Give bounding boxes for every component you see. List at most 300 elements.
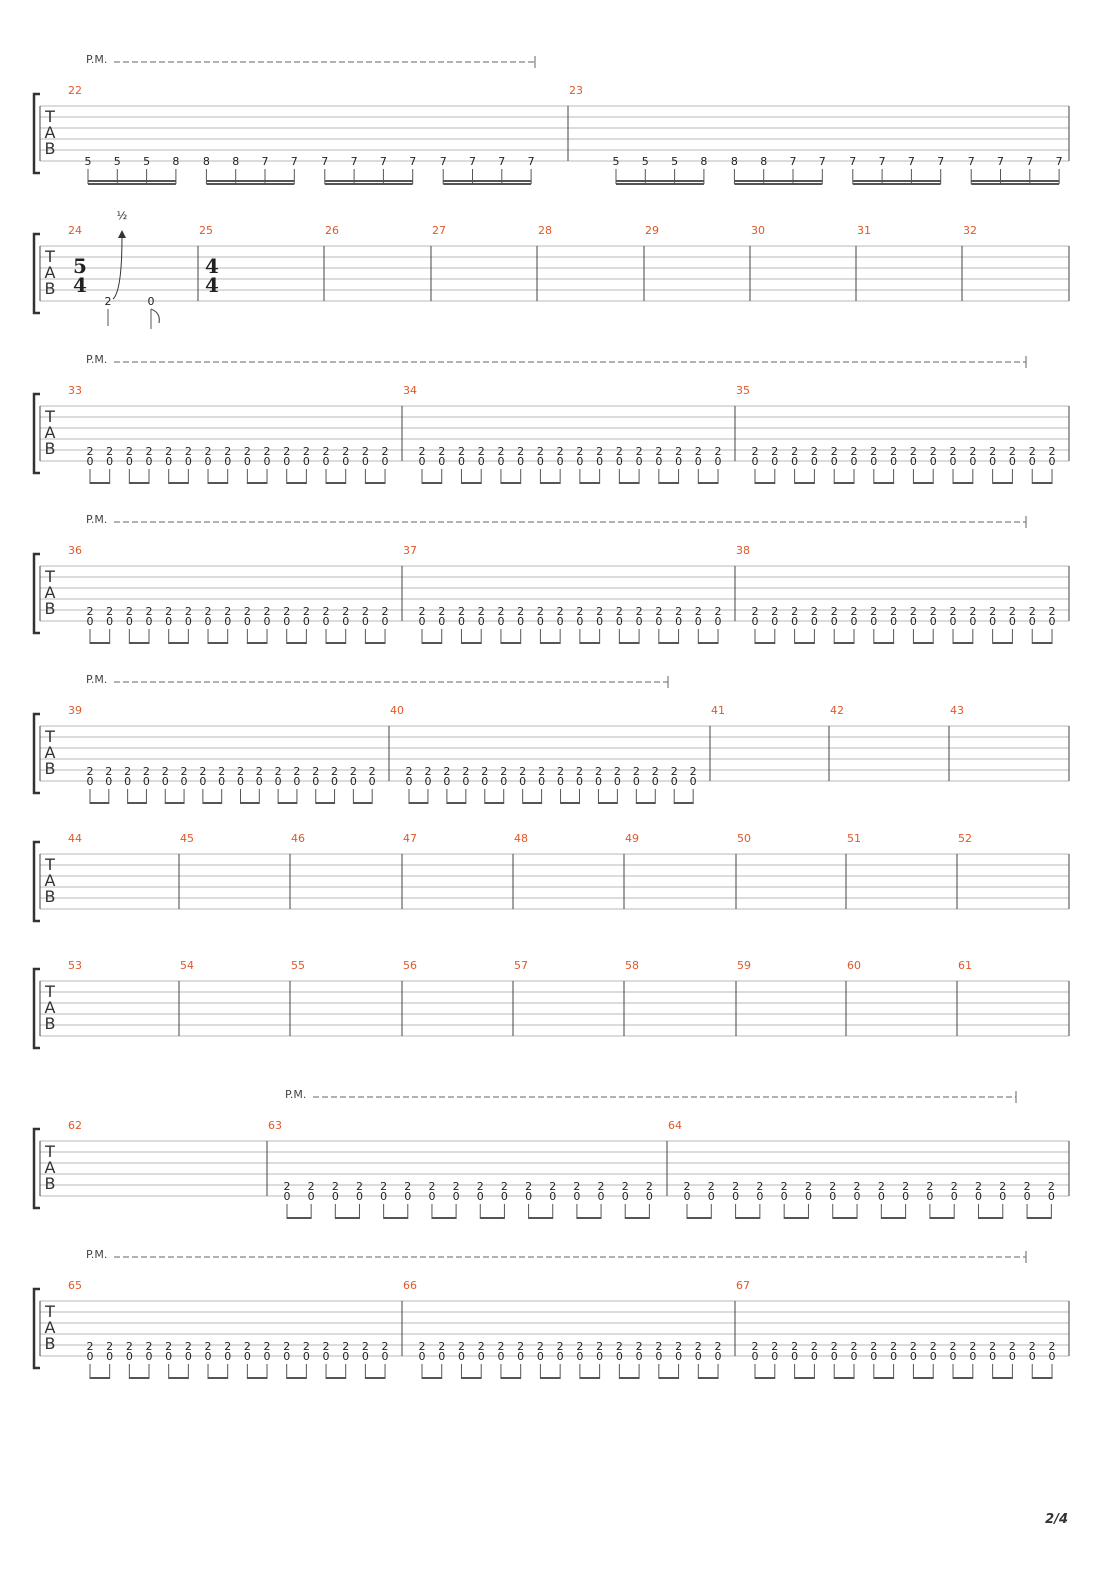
fret-number: 2 bbox=[243, 605, 251, 618]
measure-number: 34 bbox=[403, 384, 417, 397]
fret-number: 2 bbox=[670, 765, 678, 778]
fret-number: 0 bbox=[557, 775, 565, 788]
fret-number: 2 bbox=[655, 445, 663, 458]
staff-bracket bbox=[34, 554, 40, 633]
fret-number: 8 bbox=[760, 155, 768, 168]
measure-number: 22 bbox=[68, 84, 82, 97]
fret-number: 2 bbox=[477, 605, 485, 618]
fret-number: 2 bbox=[405, 765, 413, 778]
fret-number: 0 bbox=[124, 775, 132, 788]
fret-number: 2 bbox=[714, 605, 722, 618]
fret-number: 2 bbox=[106, 605, 114, 618]
fret-number: 0 bbox=[184, 615, 192, 628]
fret-number: 2 bbox=[969, 1340, 977, 1353]
staff-system bbox=[34, 1088, 1069, 1219]
fret-number: 8 bbox=[202, 155, 210, 168]
fret-number: 2 bbox=[125, 1340, 133, 1353]
fret-number: 0 bbox=[655, 455, 663, 468]
fret-number: 0 bbox=[655, 615, 663, 628]
staff-bracket bbox=[34, 94, 40, 173]
fret-number: 2 bbox=[536, 1340, 544, 1353]
staff-bracket bbox=[34, 1289, 40, 1368]
fret-number: 2 bbox=[1048, 605, 1056, 618]
fret-number: 0 bbox=[751, 1350, 759, 1363]
fret-number: 2 bbox=[596, 605, 604, 618]
fret-number: 0 bbox=[810, 1350, 818, 1363]
tab-clef-letter: T bbox=[45, 727, 55, 746]
time-signature-top: 4 bbox=[205, 254, 219, 278]
fret-number: 0 bbox=[556, 455, 564, 468]
fret-number: 0 bbox=[969, 455, 977, 468]
fret-number: 0 bbox=[106, 1350, 114, 1363]
tab-clef-letter: T bbox=[45, 247, 55, 266]
fret-number: 2 bbox=[519, 765, 527, 778]
fret-number: 2 bbox=[989, 1340, 997, 1353]
tab-clef-letter: A bbox=[44, 583, 56, 602]
fret-number: 2 bbox=[621, 1180, 629, 1193]
fret-number: 2 bbox=[517, 605, 525, 618]
measure-number: 38 bbox=[736, 544, 750, 557]
measure-number: 37 bbox=[403, 544, 417, 557]
measure-number: 55 bbox=[291, 959, 305, 972]
fret-number: 2 bbox=[184, 445, 192, 458]
fret-number: 0 bbox=[342, 1350, 350, 1363]
fret-number: 2 bbox=[283, 605, 291, 618]
fret-number: 2 bbox=[890, 445, 898, 458]
fret-number: 0 bbox=[929, 1350, 937, 1363]
fret-number: 2 bbox=[481, 765, 489, 778]
fret-number: 0 bbox=[989, 455, 997, 468]
fret-number: 2 bbox=[106, 1340, 114, 1353]
fret-number: 2 bbox=[538, 765, 546, 778]
fret-number: 0 bbox=[236, 775, 244, 788]
fret-number: 0 bbox=[830, 1350, 838, 1363]
fret-number: 2 bbox=[517, 1340, 525, 1353]
fret-number: 0 bbox=[573, 1190, 581, 1203]
fret-number: 2 bbox=[949, 605, 957, 618]
fret-number: 0 bbox=[1008, 615, 1016, 628]
fret-number: 2 bbox=[536, 445, 544, 458]
fret-number: 0 bbox=[381, 1350, 389, 1363]
fret-number: 2 bbox=[890, 1340, 898, 1353]
fret-number: 0 bbox=[312, 775, 320, 788]
fret-number: 2 bbox=[342, 1340, 350, 1353]
fret-number: 0 bbox=[1008, 1350, 1016, 1363]
fret-number: 0 bbox=[481, 775, 489, 788]
fret-number: 2 bbox=[615, 1340, 623, 1353]
fret-number: 0 bbox=[870, 1350, 878, 1363]
measure-number: 46 bbox=[291, 832, 305, 845]
fret-number: 2 bbox=[850, 445, 858, 458]
tab-clef-letter: B bbox=[44, 1014, 56, 1033]
fret-number: 0 bbox=[683, 1190, 691, 1203]
fret-number: 0 bbox=[517, 1350, 525, 1363]
fret-number: 2 bbox=[497, 445, 505, 458]
fret-number: 2 bbox=[830, 445, 838, 458]
fret-number: 2 bbox=[929, 1340, 937, 1353]
fret-number: 0 bbox=[283, 1190, 291, 1203]
fret-number: 2 bbox=[452, 1180, 460, 1193]
fret-number: 2 bbox=[438, 445, 446, 458]
fret-number: 2 bbox=[1008, 1340, 1016, 1353]
tab-clef-letter: A bbox=[44, 263, 56, 282]
fret-number: 2 bbox=[263, 445, 271, 458]
fret-number: 0 bbox=[204, 1350, 212, 1363]
fret-number: 2 bbox=[302, 445, 310, 458]
fret-number: 2 bbox=[810, 1340, 818, 1353]
fret-number: 0 bbox=[536, 455, 544, 468]
fret-number: 2 bbox=[949, 445, 957, 458]
fret-number: 2 bbox=[615, 445, 623, 458]
fret-number: 0 bbox=[145, 455, 153, 468]
palm-mute-label: P.M. bbox=[86, 1248, 108, 1261]
fret-number: 0 bbox=[293, 775, 301, 788]
tab-clef-letter: T bbox=[45, 982, 55, 1001]
fret-number: 0 bbox=[165, 1350, 173, 1363]
fret-number: 2 bbox=[293, 765, 301, 778]
fret-number: 2 bbox=[361, 605, 369, 618]
fret-number: 0 bbox=[594, 775, 602, 788]
fret-number: 2 bbox=[635, 605, 643, 618]
fret-number: 2 bbox=[926, 1180, 934, 1193]
tab-clef-letter: A bbox=[44, 998, 56, 1017]
palm-mute-label: P.M. bbox=[86, 673, 108, 686]
fret-number: 2 bbox=[771, 1340, 779, 1353]
fret-number: 2 bbox=[732, 1180, 740, 1193]
fret-number: 0 bbox=[675, 615, 683, 628]
fret-number: 2 bbox=[218, 765, 226, 778]
fret-number: 2 bbox=[909, 445, 917, 458]
tab-clef-letter: B bbox=[44, 1174, 56, 1193]
fret-number: 2 bbox=[424, 765, 432, 778]
time-signature-bottom: 4 bbox=[205, 273, 219, 297]
fret-number: 0 bbox=[902, 1190, 910, 1203]
measure-number: 59 bbox=[737, 959, 751, 972]
fret-number: 0 bbox=[830, 455, 838, 468]
fret-number: 2 bbox=[457, 445, 465, 458]
fret-number: 2 bbox=[556, 1340, 564, 1353]
fret-number: 7 bbox=[789, 155, 797, 168]
fret-number: 0 bbox=[106, 455, 114, 468]
fret-number: 2 bbox=[810, 605, 818, 618]
fret-number: 0 bbox=[381, 615, 389, 628]
fret-number: 2 bbox=[853, 1180, 861, 1193]
fret-number: 0 bbox=[615, 1350, 623, 1363]
fret-number: 0 bbox=[1028, 615, 1036, 628]
fret-number: 0 bbox=[694, 1350, 702, 1363]
fret-number: 2 bbox=[615, 605, 623, 618]
fret-number: 2 bbox=[707, 1180, 715, 1193]
fret-number: 0 bbox=[355, 1190, 363, 1203]
fret-number: 2 bbox=[180, 765, 188, 778]
fret-number: 0 bbox=[632, 775, 640, 788]
fret-number: 2 bbox=[418, 1340, 426, 1353]
fret-number: 2 bbox=[675, 445, 683, 458]
staff-bracket bbox=[34, 234, 40, 313]
measure-number: 49 bbox=[625, 832, 639, 845]
fret-number: 2 bbox=[497, 605, 505, 618]
fret-number: 0 bbox=[804, 1190, 812, 1203]
fret-number: 0 bbox=[675, 1350, 683, 1363]
fret-number: 0 bbox=[418, 1350, 426, 1363]
time-signature-top: 5 bbox=[73, 254, 87, 278]
fret-number: 2 bbox=[830, 1340, 838, 1353]
fret-number: 2 bbox=[557, 765, 565, 778]
fret-number: 0 bbox=[263, 455, 271, 468]
measure-number: 64 bbox=[668, 1119, 682, 1132]
fret-number: 0 bbox=[145, 615, 153, 628]
fret-number: 0 bbox=[791, 1350, 799, 1363]
fret-number: 0 bbox=[732, 1190, 740, 1203]
fret-number: 0 bbox=[850, 615, 858, 628]
fret-number: 0 bbox=[86, 615, 94, 628]
fret-number: 7 bbox=[1055, 155, 1063, 168]
fret-number: 0 bbox=[670, 775, 678, 788]
fret-number: 7 bbox=[261, 155, 269, 168]
fret-number: 0 bbox=[576, 455, 584, 468]
fret-number: 0 bbox=[86, 455, 94, 468]
fret-number: 2 bbox=[645, 1180, 653, 1193]
fret-number: 2 bbox=[909, 605, 917, 618]
fret-number: 2 bbox=[165, 445, 173, 458]
fret-number: 0 bbox=[949, 455, 957, 468]
fret-number: 2 bbox=[576, 605, 584, 618]
fret-number: 2 bbox=[536, 605, 544, 618]
palm-mute-label: P.M. bbox=[86, 53, 108, 66]
fret-number: 0 bbox=[1047, 1190, 1055, 1203]
fret-number: 7 bbox=[350, 155, 358, 168]
fret-number: 0 bbox=[302, 615, 310, 628]
fret-number: 2 bbox=[418, 605, 426, 618]
fret-number: 0 bbox=[307, 1190, 315, 1203]
fret-number: 8 bbox=[172, 155, 180, 168]
fret-number: 0 bbox=[635, 615, 643, 628]
fret-number: 7 bbox=[379, 155, 387, 168]
fret-number: 0 bbox=[1048, 455, 1056, 468]
fret-number: 2 bbox=[635, 445, 643, 458]
fret-number: 2 bbox=[307, 1180, 315, 1193]
fret-number: 2 bbox=[870, 1340, 878, 1353]
measure-number: 32 bbox=[963, 224, 977, 237]
measure-number: 29 bbox=[645, 224, 659, 237]
fret-number: 2 bbox=[791, 1340, 799, 1353]
fret-number: 0 bbox=[810, 455, 818, 468]
fret-number: 0 bbox=[810, 615, 818, 628]
palm-mute-label: P.M. bbox=[86, 353, 108, 366]
measure-number: 24 bbox=[68, 224, 82, 237]
fret-number: 0 bbox=[926, 1190, 934, 1203]
fret-number: 7 bbox=[878, 155, 886, 168]
fret-number: 2 bbox=[694, 445, 702, 458]
measure-number: 43 bbox=[950, 704, 964, 717]
fret-number: 0 bbox=[86, 1350, 94, 1363]
fret-number: 2 bbox=[86, 605, 94, 618]
fret-number: 2 bbox=[274, 765, 282, 778]
fret-number: 0 bbox=[283, 455, 291, 468]
fret-number: 2 bbox=[780, 1180, 788, 1193]
fret-number: 2 bbox=[575, 765, 583, 778]
fret-number: 0 bbox=[791, 455, 799, 468]
fret-number: 2 bbox=[576, 1340, 584, 1353]
fret-number: 0 bbox=[457, 615, 465, 628]
fret-number: 0 bbox=[302, 455, 310, 468]
measure-number: 62 bbox=[68, 1119, 82, 1132]
fret-number: 2 bbox=[756, 1180, 764, 1193]
fret-number: 2 bbox=[877, 1180, 885, 1193]
fret-number: 2 bbox=[331, 765, 339, 778]
fret-number: 7 bbox=[290, 155, 298, 168]
fret-number: 2 bbox=[771, 445, 779, 458]
fret-number: 0 bbox=[519, 775, 527, 788]
fret-number: 0 bbox=[86, 775, 94, 788]
fret-number: 2 bbox=[184, 1340, 192, 1353]
fret-number: 0 bbox=[694, 455, 702, 468]
fret-number: 0 bbox=[125, 1350, 133, 1363]
fret-number: 0 bbox=[1008, 455, 1016, 468]
fret-number: 0 bbox=[999, 1190, 1007, 1203]
measure-number: 63 bbox=[268, 1119, 282, 1132]
measure-number: 57 bbox=[514, 959, 528, 972]
fret-number: 0 bbox=[575, 775, 583, 788]
fret-number: 2 bbox=[457, 1340, 465, 1353]
fret-number: 2 bbox=[791, 445, 799, 458]
fret-number: 2 bbox=[457, 605, 465, 618]
fret-number: 8 bbox=[232, 155, 240, 168]
fret-number: 2 bbox=[312, 765, 320, 778]
measure-number: 51 bbox=[847, 832, 861, 845]
measure-number: 41 bbox=[711, 704, 725, 717]
fret-number: 0 bbox=[890, 615, 898, 628]
fret-number: 2 bbox=[361, 1340, 369, 1353]
tab-clef-letter: A bbox=[44, 743, 56, 762]
fret-number: 0 bbox=[870, 615, 878, 628]
fret-number: 5 bbox=[113, 155, 121, 168]
fret-number: 0 bbox=[613, 775, 621, 788]
fret-number: 0 bbox=[497, 455, 505, 468]
fret-number: 0 bbox=[438, 1350, 446, 1363]
staff-bracket bbox=[34, 969, 40, 1048]
fret-number: 0 bbox=[331, 1190, 339, 1203]
measure-number: 36 bbox=[68, 544, 82, 557]
fret-number: 5 bbox=[671, 155, 679, 168]
fret-number: 0 bbox=[497, 1350, 505, 1363]
fret-number: 0 bbox=[457, 455, 465, 468]
fret-number: 2 bbox=[751, 1340, 759, 1353]
bend-arrowhead bbox=[118, 230, 126, 238]
fret-number: 0 bbox=[361, 1350, 369, 1363]
fret-number: 0 bbox=[147, 295, 155, 308]
fret-number: 0 bbox=[536, 1350, 544, 1363]
fret-number: 0 bbox=[105, 775, 113, 788]
fret-number: 0 bbox=[331, 775, 339, 788]
tab-clef-letter: B bbox=[44, 759, 56, 778]
fret-number: 7 bbox=[997, 155, 1004, 168]
fret-number: 2 bbox=[243, 445, 251, 458]
fret-number: 2 bbox=[302, 605, 310, 618]
fret-number: 7 bbox=[1026, 155, 1034, 168]
fret-number: 0 bbox=[443, 775, 451, 788]
fret-number: 2 bbox=[381, 605, 389, 618]
fret-number: 0 bbox=[969, 615, 977, 628]
fret-number: 2 bbox=[850, 605, 858, 618]
fret-number: 0 bbox=[714, 455, 722, 468]
fret-number: 0 bbox=[989, 1350, 997, 1363]
fret-number: 2 bbox=[142, 765, 150, 778]
fret-number: 2 bbox=[714, 445, 722, 458]
tab-clef-letter: T bbox=[45, 567, 55, 586]
tab-clef-letter: T bbox=[45, 107, 55, 126]
measure-number: 58 bbox=[625, 959, 639, 972]
fret-number: 2 bbox=[86, 445, 94, 458]
fret-number: 2 bbox=[573, 1180, 581, 1193]
fret-number: 2 bbox=[342, 445, 350, 458]
fret-number: 0 bbox=[830, 615, 838, 628]
fret-number: 2 bbox=[989, 605, 997, 618]
fret-number: 7 bbox=[527, 155, 535, 168]
fret-number: 7 bbox=[849, 155, 857, 168]
measure-number: 66 bbox=[403, 1279, 417, 1292]
fret-number: 0 bbox=[180, 775, 188, 788]
fret-number: 2 bbox=[145, 445, 153, 458]
fret-number: 2 bbox=[1028, 605, 1036, 618]
measure-number: 53 bbox=[68, 959, 82, 972]
tab-clef-letter: A bbox=[44, 1158, 56, 1177]
fret-number: 0 bbox=[771, 615, 779, 628]
fret-number: 5 bbox=[84, 155, 92, 168]
fret-number: 2 bbox=[283, 445, 291, 458]
staff-bracket bbox=[34, 842, 40, 921]
fret-number: 0 bbox=[145, 1350, 153, 1363]
fret-number: 2 bbox=[655, 1340, 663, 1353]
fret-number: 2 bbox=[283, 1340, 291, 1353]
fret-number: 0 bbox=[405, 775, 413, 788]
fret-number: 0 bbox=[751, 455, 759, 468]
fret-number: 2 bbox=[850, 1340, 858, 1353]
fret-number: 2 bbox=[969, 445, 977, 458]
fret-number: 2 bbox=[263, 605, 271, 618]
fret-number: 2 bbox=[804, 1180, 812, 1193]
fret-number: 0 bbox=[142, 775, 150, 788]
staff-system bbox=[34, 209, 1069, 329]
measure-number: 54 bbox=[180, 959, 194, 972]
fret-number: 2 bbox=[224, 1340, 232, 1353]
fret-number: 0 bbox=[1023, 1190, 1031, 1203]
fret-number: 2 bbox=[105, 765, 113, 778]
fret-number: 2 bbox=[1048, 445, 1056, 458]
fret-number: 2 bbox=[263, 1340, 271, 1353]
fret-number: 2 bbox=[106, 445, 114, 458]
tab-clef-letter: B bbox=[44, 887, 56, 906]
fret-number: 0 bbox=[322, 455, 330, 468]
fret-number: 0 bbox=[204, 455, 212, 468]
fret-number: 2 bbox=[199, 765, 207, 778]
fret-number: 2 bbox=[517, 445, 525, 458]
fret-number: 7 bbox=[818, 155, 826, 168]
fret-number: 0 bbox=[929, 455, 937, 468]
fret-number: 0 bbox=[949, 1350, 957, 1363]
fret-number: 0 bbox=[243, 615, 251, 628]
tab-clef-letter: T bbox=[45, 1302, 55, 1321]
fret-number: 2 bbox=[556, 445, 564, 458]
fret-number: 0 bbox=[368, 775, 376, 788]
fret-number: 2 bbox=[929, 605, 937, 618]
fret-number: 0 bbox=[418, 455, 426, 468]
measure-number: 42 bbox=[830, 704, 844, 717]
fret-number: 0 bbox=[870, 455, 878, 468]
fret-number: 2 bbox=[635, 1340, 643, 1353]
fret-number: 2 bbox=[999, 1180, 1007, 1193]
fret-number: 2 bbox=[890, 605, 898, 618]
